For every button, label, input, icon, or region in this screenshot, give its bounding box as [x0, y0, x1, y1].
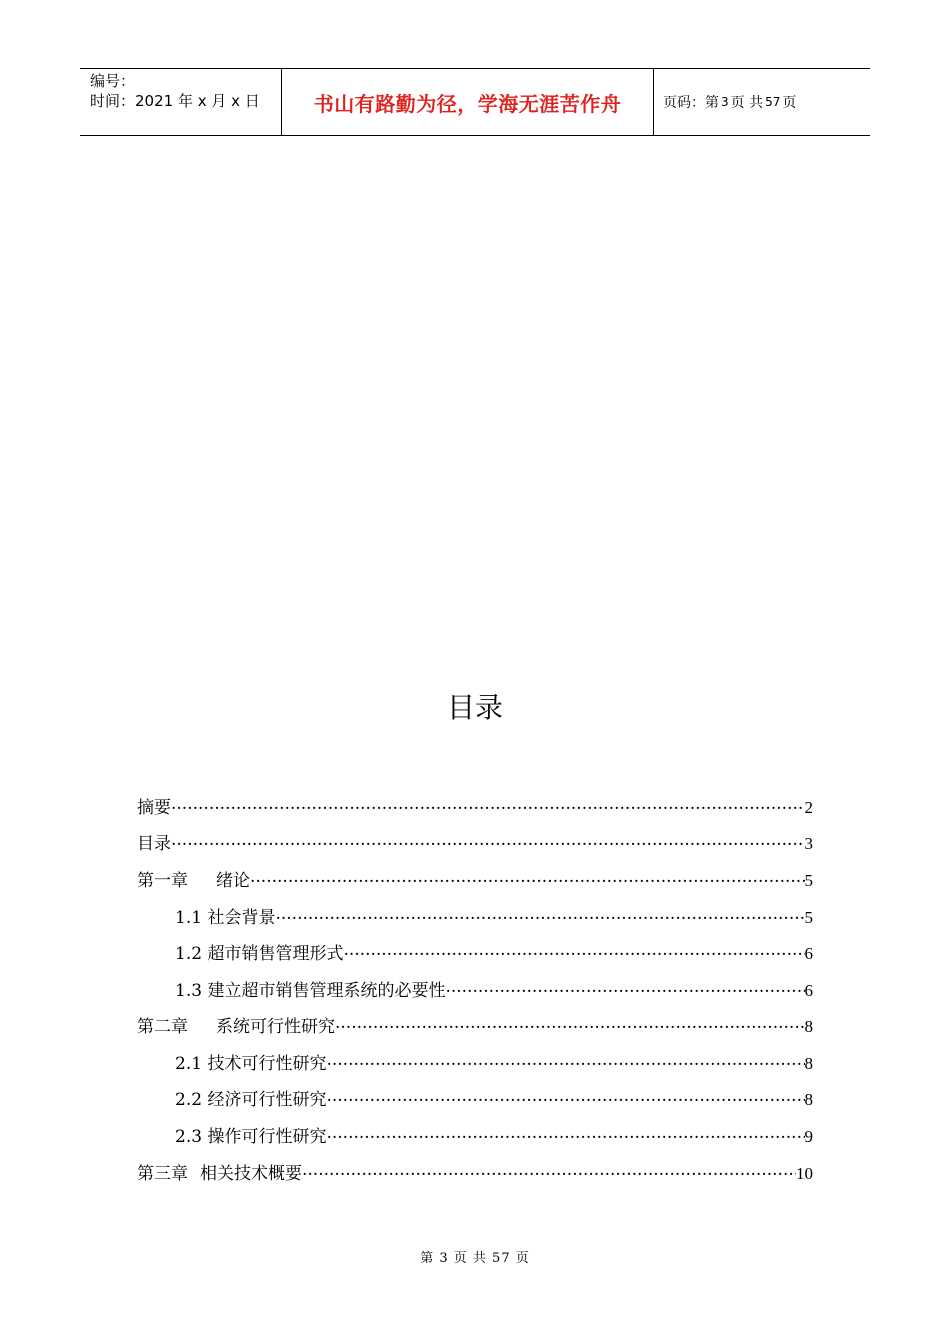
toc-leader-dots — [171, 831, 805, 849]
toc-entry-page: 5 — [804, 908, 813, 927]
toc-entry-page: 8 — [804, 1090, 813, 1109]
toc-entry-page: 2 — [804, 798, 813, 817]
page-current: 3 — [721, 95, 729, 109]
toc-entry-label: 摘要 — [137, 798, 171, 818]
toc-entry-label: 第一章 绪论 — [137, 871, 250, 891]
toc-entry-page: 9 — [804, 1127, 813, 1146]
page-prefix: 页码：第 — [663, 95, 719, 111]
toc-entry[interactable] — [175, 939, 813, 963]
toc-entry[interactable] — [137, 793, 813, 817]
toc-entry[interactable] — [175, 903, 813, 927]
toc-entry-page: 8 — [804, 1054, 813, 1073]
toc-entry[interactable] — [137, 829, 813, 853]
toc-entry[interactable] — [137, 1159, 813, 1183]
page-footer: 第 3 页 共 57 页 — [420, 1251, 530, 1266]
toc-entry-label: 1.1 社会背景 — [175, 908, 276, 928]
toc-entry-label: 目录 — [137, 834, 171, 854]
toc-entry[interactable] — [137, 866, 813, 890]
toc-entry-label: 第三章 相关技术概要 — [137, 1164, 302, 1184]
toc-entry-label: 2.3 操作可行性研究 — [175, 1127, 327, 1147]
toc-entry[interactable] — [137, 1012, 813, 1036]
toc-entry-page: 8 — [804, 1017, 813, 1036]
toc-leader-dots — [275, 905, 804, 923]
document-number-label: 编号： — [90, 72, 136, 90]
toc-leader-dots — [302, 1161, 796, 1179]
toc-title: 目录 — [446, 691, 503, 724]
document-time-label: 时间：2021 年 x 月 x 日 — [90, 92, 260, 110]
page-mid: 页 共 — [730, 95, 764, 111]
toc-entry[interactable] — [175, 976, 813, 1000]
toc-leader-dots — [326, 1087, 804, 1105]
toc-leader-dots — [335, 1014, 805, 1032]
header-page-indicator — [654, 69, 870, 135]
toc-entry-page: 3 — [804, 834, 813, 853]
toc-leader-dots — [326, 1124, 804, 1142]
toc-entry-page: 10 — [796, 1164, 813, 1183]
page-suffix: 页 — [782, 95, 797, 111]
toc-leader-dots — [250, 868, 805, 886]
toc-entry-label: 2.1 技术可行性研究 — [175, 1054, 327, 1074]
toc-entry[interactable] — [175, 1122, 813, 1146]
toc-entry[interactable] — [175, 1049, 813, 1073]
toc-entry-page: 6 — [804, 944, 813, 963]
toc-entry[interactable] — [175, 1085, 813, 1109]
header-motto: 书山有路勤为径，学海无涯苦作舟 — [281, 69, 654, 135]
header-meta — [80, 69, 281, 135]
page-total: 57 — [765, 95, 781, 109]
toc-entry-page: 5 — [804, 871, 813, 890]
toc-entry-label: 1.2 超市销售管理形式 — [175, 944, 344, 964]
toc-entry-label: 1.3 建立超市销售管理系统的必要性 — [175, 981, 446, 1001]
toc-leader-dots — [171, 795, 805, 813]
toc-entry-label: 第二章 系统可行性研究 — [137, 1017, 335, 1037]
toc-leader-dots — [445, 978, 804, 996]
toc-entry-page: 6 — [804, 981, 813, 1000]
toc-leader-dots — [343, 941, 804, 959]
toc-entry-label: 2.2 经济可行性研究 — [175, 1090, 327, 1110]
toc-leader-dots — [326, 1051, 804, 1069]
page-header — [80, 68, 870, 136]
